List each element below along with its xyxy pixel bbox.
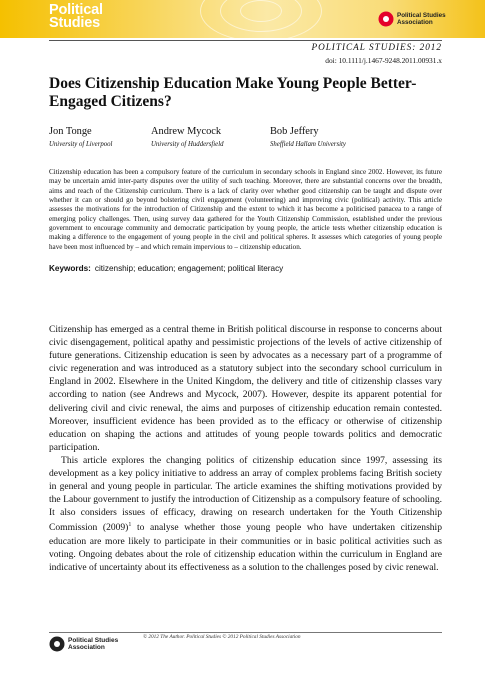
- footer-society-logo: [49, 636, 118, 652]
- paragraph-text: to analyse whether those young people who have undertaken citizenship education are more likely to participate in their communities or in basic political activities such as voting. Ongoing debates about the role of citizenship education within the curriculum in England are indicative of uncertainty about its effectiveness as a solution to the challenges posed by civic renewal.: [49, 522, 442, 573]
- author-name: Bob Jeffery: [270, 126, 319, 137]
- author-block: [270, 126, 346, 148]
- footnote-marker[interactable]: 1: [128, 522, 132, 529]
- author-block: [151, 126, 224, 148]
- society-logo: [378, 11, 446, 27]
- author-affiliation: University of Liverpool: [49, 141, 113, 148]
- journal-banner: [0, 0, 485, 38]
- author-affiliation: University of Huddersfield: [151, 141, 224, 148]
- copyright: © 2012 The Author. Political Studies © 2012 Political Studies Association: [143, 634, 301, 640]
- body-text: [49, 323, 442, 574]
- author-name: Jon Tonge: [49, 126, 92, 137]
- doi[interactable]: doi: 10.1111/j.1467-9248.2011.00931.x: [325, 56, 442, 65]
- society-logo-line: Association: [68, 644, 105, 651]
- author-block: [49, 126, 112, 148]
- running-head: POLITICAL STUDIES: 2012: [311, 42, 442, 52]
- society-logo-line: Political Studies: [68, 637, 119, 644]
- abstract: Citizenship education has been a compulsory feature of the curriculum in secondary schools in England since 2002. However, its future may be uncertain amid inter-party disputes over the utility of such teaching. Moreover, there are substantial concerns over the breadth, aims and reach of the Citizenship curriculum. There is a lack of clarity over whether good citizenship can be taught and dispute over whether it can or should go beyond bolstering civil engagement (volunteering) and improving civic (political) activity. This article assesses the motivations for the introduction of Citizenship and the extent to which it has become a politicised panacea to a range of emerging policy challenges. Then, using survey data gathered for the Youth Citizenship Commission, established under the previous government to encourage community and democratic participation by young people, the article tests whether citizenship education is making a difference to the engagement of young people in the civil and political spheres. It assesses which categories of young people have been most influenced by – and which remain impervious to – citizenship education.: [49, 168, 442, 251]
- paragraph-text: This article explores the changing politics of citizenship education since 1997, assessing its development as a key policy initiative to address an array of complex problems facing British society in general and young people in particular. The article examines the shifting motivations provided by the Labour government to justify the introduction of Citizenship as a compulsory feature of schooling. It also considers issues of efficacy, drawing on research undertaken for the Youth Citizenship Commission (2009): [49, 454, 442, 534]
- keywords: [49, 264, 442, 273]
- keywords-label: Keywords:: [49, 264, 91, 273]
- journal-logo: [49, 4, 103, 30]
- paragraph: [49, 454, 442, 574]
- footer-rule: [49, 632, 442, 633]
- header-rule: [49, 40, 442, 41]
- author-name: Andrew Mycock: [151, 126, 222, 137]
- society-emblem-icon: [49, 636, 65, 652]
- journal-logo-line: Political: [49, 2, 103, 18]
- ripple-decoration: [240, 0, 282, 22]
- society-logo-line: Political Studies: [397, 12, 446, 19]
- keywords-list: citizenship; education; engagement; political literacy: [94, 264, 284, 273]
- author-affiliation: Sheffield Hallam University: [270, 141, 346, 148]
- society-emblem-icon: [378, 11, 394, 27]
- society-logo-line: Association: [397, 19, 433, 26]
- paragraph: Citizenship has emerged as a central theme in British political discourse in response to concerns about civic disengagement, political apathy and pessimistic projections of the levels of active citizenship of future generations. Citizenship education is seen by advocates as a necessary part of a programme of civic regeneration and was introduced as a statutory subject into the secondary school curriculum in England in 2002. Elsewhere in the United Kingdom, the delivery and title of citizenship classes vary according to nation (see Andrews and Mycock, 2007). However, despite its apparent potential for delivering civil and civic renewal, the aims and purposes of citizenship education remain contested. Moreover, insufficient evidence has been provided as to the efficacy or otherwise of citizenship education on shaping the actions and attitudes of young people towards politics and democratic participation.: [49, 324, 442, 453]
- journal-logo-line: Studies: [49, 15, 100, 31]
- article-title: Does Citizenship Education Make Young People Better-Engaged Citizens?: [49, 75, 417, 110]
